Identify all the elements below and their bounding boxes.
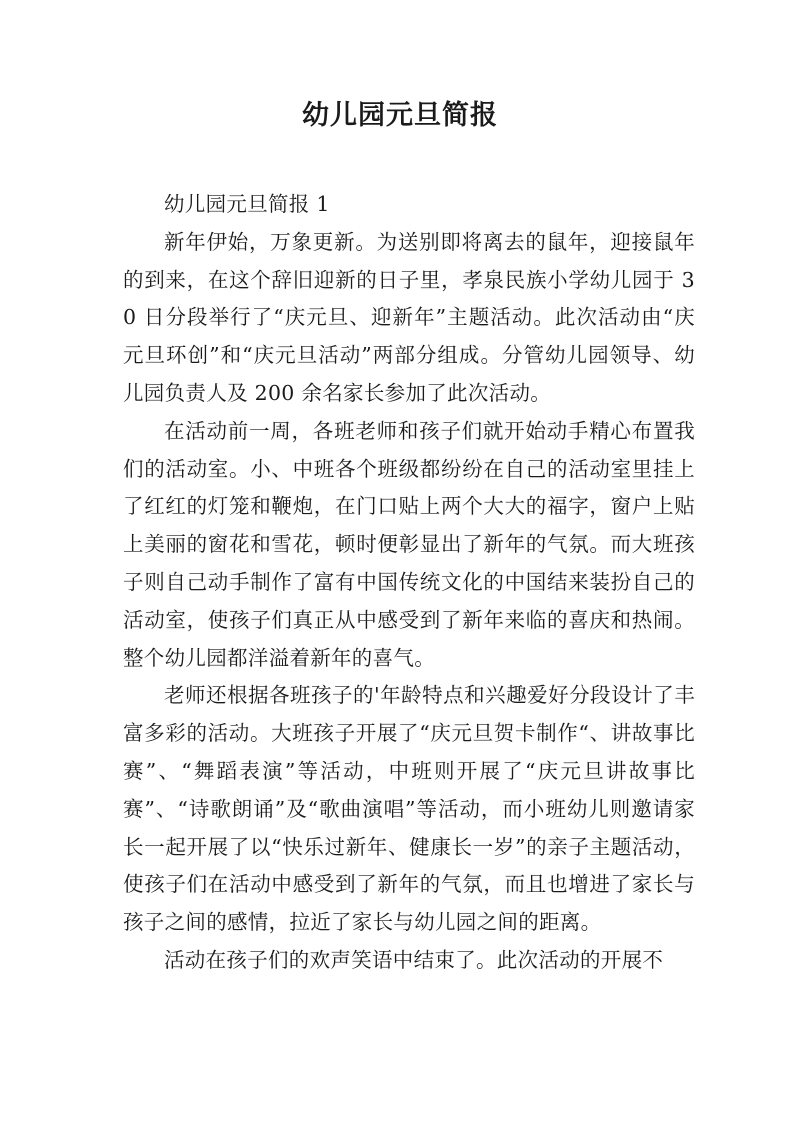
subheading: 幼儿园元旦简报 1: [164, 192, 330, 216]
document-title: 幼儿园元旦简报: [302, 100, 498, 131]
paragraph-3: 老师还根据各班孩子的'年龄特点和兴趣爱好分段设计了丰富多彩的活动。大班孩子开展了“庆元旦贺卡制作“、讲故事比赛”、“舞蹈表演”等活动，中班则开展了“庆元旦讲故事比赛”、“诗歌朗诵”及“歌曲演唱”等活动，而小班幼儿则邀请家长一起开展了以“快乐过新年、健康长一岁”的亲子主题活动，使孩子们在活动中感受到了新年的气氛，而且也增进了家长与孩子之间的感情，拉近了家长与幼儿园之间的距离。: [123, 683, 695, 935]
paragraph-1: 新年伊始，万象更新。为送别即将离去的鼠年，迎接鼠年的到来，在这个辞旧迎新的日子里，孝泉民族小学幼儿园于 30 日分段举行了“庆元旦、迎新年”主题活动。此次活动由“庆元旦环创”和“庆元旦活动”两部分组成。分管幼儿园领导、幼儿园负责人及 200 余名家长参加了此次活动。: [123, 229, 695, 405]
paragraph-2: 在活动前一周，各班老师和孩子们就开始动手精心布置我们的活动室。小、中班各个班级都纷纷在自己的活动室里挂上了红红的灯笼和鞭炮，在门口贴上两个大大的福字，窗户上贴上美丽的窗花和雪花，顿时便彰显出了新年的气氛。而大班孩子则自己动手制作了富有中国传统文化的中国结来装扮自己的活动室，使孩子们真正从中感受到了新年来临的喜庆和热闹。整个幼儿园都洋溢着新年的喜气。: [123, 418, 695, 670]
document-body: [123, 186, 695, 980]
paragraph-4: 活动在孩子们的欢声笑语中结束了。此次活动的开展不: [164, 947, 664, 972]
